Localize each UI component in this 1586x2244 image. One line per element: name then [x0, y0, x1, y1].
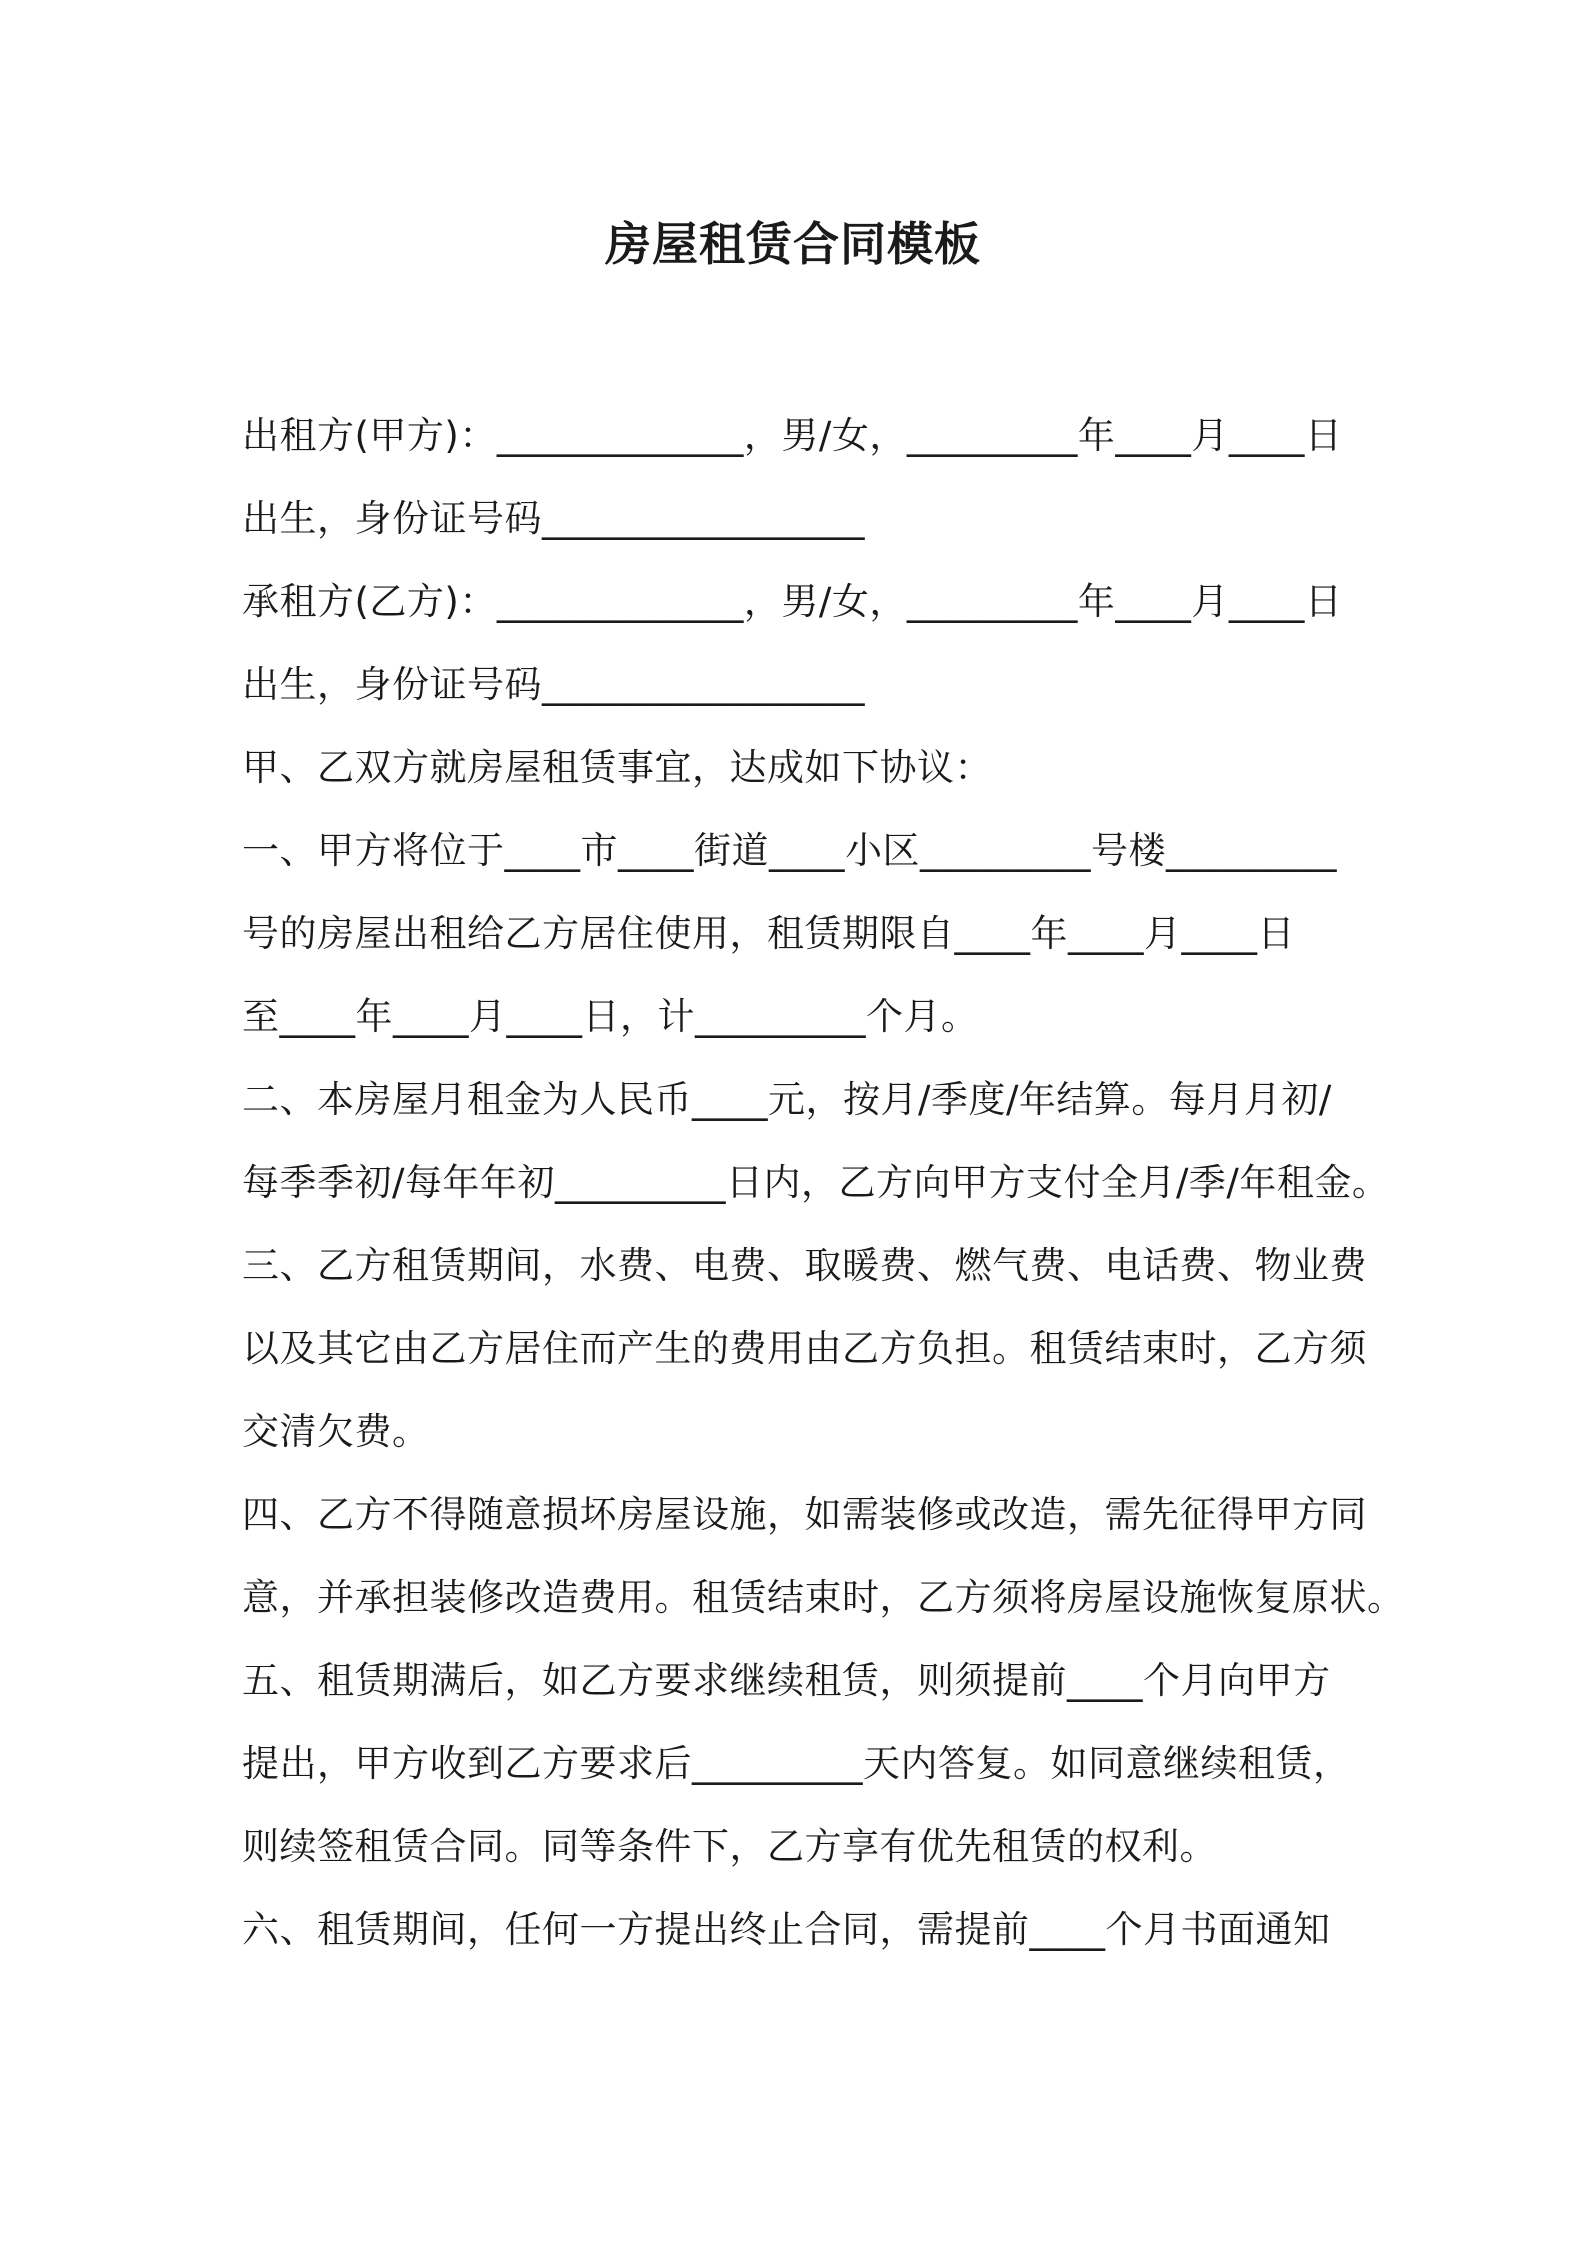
document-body — [242, 406, 1405, 1983]
party-a-line-2: 出生，身份证号码_________________ — [242, 497, 865, 540]
clause-2-line-2: 每季季初/每年年初_________日内，乙方向甲方支付全月/季/年租金。 — [242, 1161, 1390, 1204]
clause-2-line-1: 二、本房屋月租金为人民币____元，按月/季度/年结算。每月月初/ — [242, 1078, 1332, 1121]
clause-1-line-1: 一、甲方将位于____市____街道____小区_________号楼_________ — [242, 829, 1337, 872]
clause-5-line-1: 五、租赁期满后，如乙方要求继续租赁，则须提前____个月向甲方 — [242, 1659, 1331, 1702]
clause-6-line-1: 六、租赁期间，任何一方提出终止合同，需提前____个月书面通知 — [242, 1908, 1331, 1951]
party-a-line-1: 出租方(甲方)：_____________，男/女，_________年____月____日 — [242, 414, 1343, 457]
clause-4-line-1: 四、乙方不得随意损坏房屋设施，如需装修或改造，需先征得甲方同 — [242, 1493, 1367, 1536]
clause-5-line-3: 则续签租赁合同。同等条件下，乙方享有优先租赁的权利。 — [242, 1825, 1217, 1868]
document-title: 房屋租赁合同模板 — [605, 217, 981, 271]
clause-5-line-2: 提出，甲方收到乙方要求后_________天内答复。如同意继续租赁， — [242, 1742, 1351, 1785]
party-b-line-1: 承租方(乙方)：_____________，男/女，_________年____月____日 — [242, 580, 1343, 623]
party-b-line-2: 出生，身份证号码_________________ — [242, 663, 865, 706]
clause-4-line-2: 意，并承担装修改造费用。租赁结束时，乙方须将房屋设施恢复原状。 — [242, 1576, 1405, 1619]
clause-3-line-3: 交清欠费。 — [242, 1410, 430, 1453]
clause-1-line-3: 至____年____月____日，计_________个月。 — [242, 995, 979, 1038]
clause-1-line-2: 号的房屋出租给乙方居住使用，租赁期限自____年____月____日 — [242, 912, 1295, 955]
clause-3-line-1: 三、乙方租赁期间，水费、电费、取暖费、燃气费、电话费、物业费 — [242, 1244, 1367, 1287]
clause-3-line-2: 以及其它由乙方居住而产生的费用由乙方负担。租赁结束时，乙方须 — [242, 1327, 1367, 1370]
agreement-intro: 甲、乙双方就房屋租赁事宜，达成如下协议： — [242, 746, 992, 789]
